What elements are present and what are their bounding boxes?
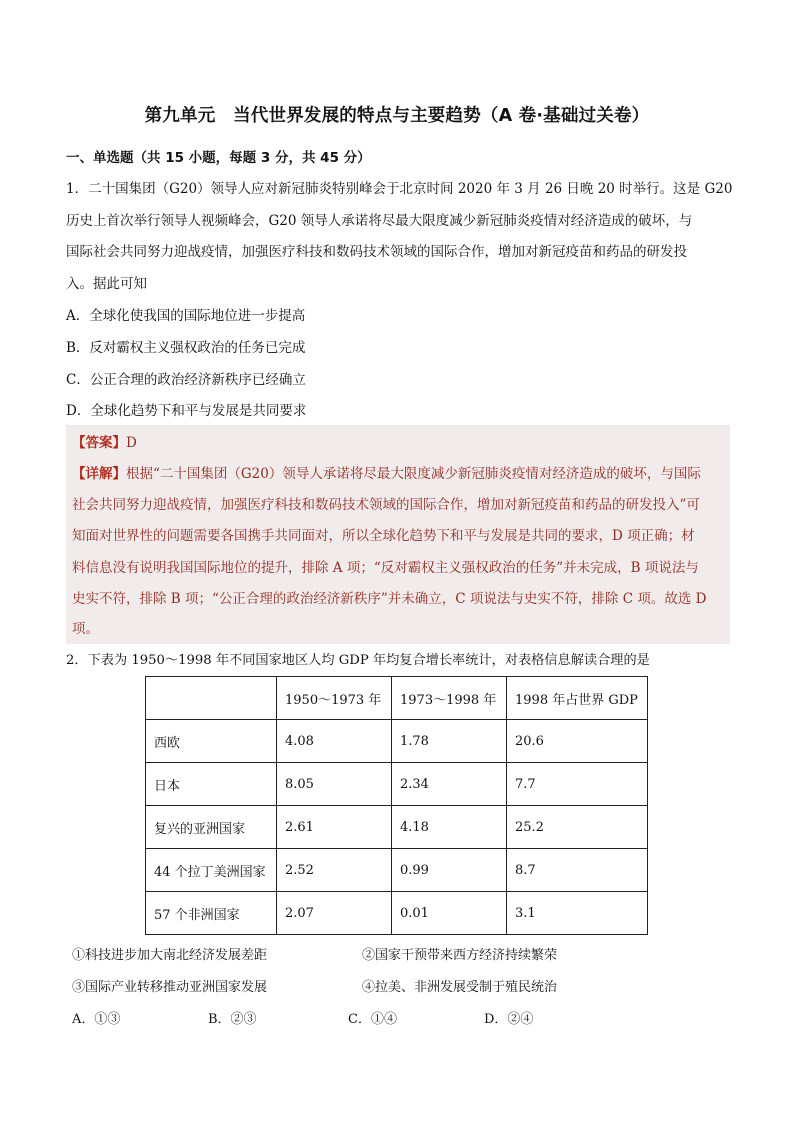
q1-stem-line-4: 入。据此可知	[66, 276, 147, 292]
q1-option-a: A．全球化使我国的国际地位进一步提高	[66, 308, 306, 324]
table-header-cell: 1998 年占世界 GDP	[507, 677, 648, 720]
table-cell: 4.08	[277, 720, 392, 763]
q2-statement-2: ②国家干预带来西方经济持续繁荣	[362, 948, 558, 963]
table-row	[146, 806, 648, 849]
page-title: 第九单元 当代世界发展的特点与主要趋势（A 卷·基础过关卷）	[144, 106, 650, 126]
q1-option-b: B．反对霸权主义强权政治的任务已完成	[66, 340, 306, 356]
q2-choice-c: C．①④	[348, 1012, 397, 1027]
table-cell: 2.34	[392, 763, 507, 806]
table-cell: 2.52	[277, 849, 392, 892]
table-cell: 25.2	[507, 806, 648, 849]
table-cell: 44 个拉丁美洲国家	[146, 849, 277, 892]
q2-choice-a: A．①③	[72, 1012, 121, 1027]
q1-stem-line-2: 历史上首次举行领导人视频峰会，G20 领导人承诺将尽最大限度减少新冠肺炎疫情对经济造成的破坏，与	[66, 213, 693, 229]
table-cell: 日本	[146, 763, 277, 806]
table-cell: 复兴的亚洲国家	[146, 806, 277, 849]
q1-detail-line-2: 社会共同努力迎战疫情，加强医疗科技和数码技术领域的国际合作，增加对新冠疫苗和药品的研发投入”可	[72, 497, 700, 513]
q1-detail-line-1	[72, 459, 724, 491]
q1-stem-line-1: 1．二十国集团（G20）领导人应对新冠肺炎特别峰会于北京时间 2020 年 3 月 26 日晚 20 时举行。这是 G20	[66, 181, 733, 197]
q2-stem: 2．下表为 1950～1998 年不同国家地区人均 GDP 年均复合增长率统计，对表格信息解读合理的是	[66, 653, 650, 668]
q1-detail-line-3: 知面对世界性的问题需要各国携手共同面对，所以全球化趋势下和平与发展是共同的要求，D 项正确；材	[72, 528, 695, 544]
q2-choice-d: D．②④	[484, 1012, 534, 1027]
detail-label: 【详解】	[72, 466, 126, 482]
gdp-growth-table	[145, 676, 648, 935]
table-row	[146, 720, 648, 763]
q1-answer	[72, 428, 724, 460]
table-cell: 0.01	[392, 892, 507, 935]
table-cell: 1.78	[392, 720, 507, 763]
table-cell: 20.6	[507, 720, 648, 763]
q2-statement-3: ③国际产业转移推动亚洲国家发展	[72, 980, 268, 995]
q1-option-c: C．公正合理的政治经济新秩序已经确立	[66, 372, 306, 388]
table-row	[146, 763, 648, 806]
table-header-row	[146, 677, 648, 720]
table-cell: 4.18	[392, 806, 507, 849]
table-cell: 2.61	[277, 806, 392, 849]
table-cell: 0.99	[392, 849, 507, 892]
table-header-cell	[146, 677, 277, 720]
table-cell: 7.7	[507, 763, 648, 806]
q1-stem-line-3: 国际社会共同努力迎战疫情，加强医疗科技和数码技术领域的国际合作，增加对新冠疫苗和药品的研发投	[66, 244, 687, 260]
table-cell: 西欧	[146, 720, 277, 763]
section-heading: 一、单选题（共 15 小题，每题 3 分，共 45 分）	[66, 150, 371, 166]
q2-statement-1: ①科技进步加大南北经济发展差距	[72, 948, 268, 963]
table-row	[146, 849, 648, 892]
table-cell: 8.05	[277, 763, 392, 806]
q2-statement-4: ④拉美、非洲发展受制于殖民统治	[362, 980, 558, 995]
table-cell: 8.7	[507, 849, 648, 892]
table-row	[146, 892, 648, 935]
table-header-cell: 1973～1998 年	[392, 677, 507, 720]
q2-choice-b: B．②③	[208, 1012, 257, 1027]
q1-option-d: D．全球化趋势下和平与发展是共同要求	[66, 403, 307, 419]
q1-detail-line-6: 项。	[72, 621, 99, 637]
q1-detail-line-4: 料信息没有说明我国国际地位的提升，排除 A 项；“反对霸权主义强权政治的任务”并未完成，B 项说法与	[72, 560, 699, 576]
answer-label: 【答案】	[72, 435, 126, 451]
table-cell: 3.1	[507, 892, 648, 935]
table-header-cell: 1950～1973 年	[277, 677, 392, 720]
detail-text-1: 根据“二十国集团（G20）领导人承诺将尽最大限度减少新冠肺炎疫情对经济造成的破坏，与国际	[126, 466, 701, 482]
table-cell: 57 个非洲国家	[146, 892, 277, 935]
answer-value: D	[126, 435, 137, 451]
q1-detail-line-5: 史实不符，排除 B 项；“公正合理的政治经济新秩序”并未确立，C 项说法与史实不符，排除 C 项。故选 D	[72, 591, 707, 607]
table-cell: 2.07	[277, 892, 392, 935]
